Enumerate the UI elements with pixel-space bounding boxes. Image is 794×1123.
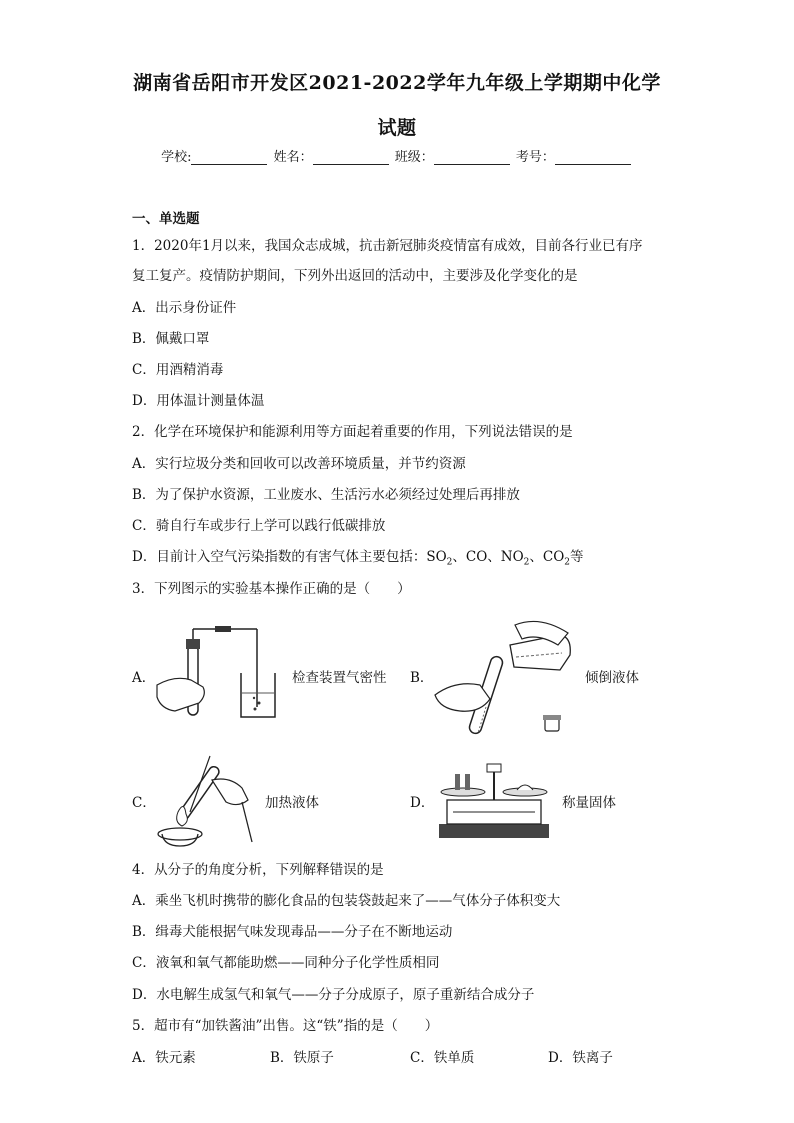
number-blank[interactable] xyxy=(555,150,631,165)
number-label: 考号： xyxy=(515,150,555,165)
q5-option-d: D．铁离子 xyxy=(548,1050,613,1066)
student-info-row xyxy=(0,146,794,165)
q1-option-d: D．用体温计测量体温 xyxy=(132,393,265,409)
q2-d-text2: 、CO、NO xyxy=(452,549,524,565)
q1-option-a: A．出示身份证件 xyxy=(132,300,237,316)
q4-stem: 4．从分子的角度分析，下列解释错误的是 xyxy=(132,862,384,878)
q2-option-b: B．为了保护水资源，工业废水、生活污水必须经过处理后再排放 xyxy=(132,487,520,503)
q3-a-label: 检查装置气密性 xyxy=(292,670,387,686)
q4-option-c: C．液氧和氧气都能助燃——同种分子化学性质相同 xyxy=(132,955,440,971)
school-blank[interactable] xyxy=(191,150,267,165)
q2-stem: 2．化学在环境保护和能源利用等方面起着重要的作用，下列说法错误的是 xyxy=(132,424,573,440)
q2-d-text4: 等 xyxy=(570,549,584,565)
q1-option-c: C．用酒精消毒 xyxy=(132,362,224,378)
q4-option-a: A．乘坐飞机时携带的膨化食品的包装袋鼓起来了——气体分子体积变大 xyxy=(132,893,561,909)
q5-option-c: C．铁单质 xyxy=(410,1050,475,1066)
q1-stem-line2: 复工复产。疫情防护期间，下列外出返回的活动中，主要涉及化学变化的是 xyxy=(132,268,578,284)
page-title-line2: 试题 xyxy=(377,117,417,139)
name-label: 姓名： xyxy=(273,150,313,165)
q2-d-sub3: 2 xyxy=(564,557,571,568)
q4-option-b: B．缉毒犬能根据气味发现毒品——分子在不断地运动 xyxy=(132,924,453,940)
q2-option-d xyxy=(132,545,584,568)
q2-d-text3: 、CO xyxy=(529,549,565,565)
balance-scale-figure xyxy=(433,762,555,842)
q2-d-sub2: 2 xyxy=(523,557,530,568)
q5-stem: 5．超市有“加铁酱油”出售。这“铁”指的是（ ） xyxy=(132,1018,439,1034)
q3-stem: 3．下列图示的实验基本操作正确的是（ ） xyxy=(132,581,411,597)
page-title-line1: 湖南省岳阳市开发区2021-2022学年九年级上学期期中化学 xyxy=(133,72,661,94)
q5-option-b: B．铁原子 xyxy=(270,1050,334,1066)
section-heading: 一、单选题 xyxy=(132,211,200,227)
q1-stem-line1: 1．2020年1月以来，我国众志成城，抗击新冠肺炎疫情富有成效，目前各行业已有序 xyxy=(132,238,643,254)
airtightness-check-figure xyxy=(155,625,280,720)
name-blank[interactable] xyxy=(313,150,389,165)
heating-liquid-figure xyxy=(150,752,265,847)
q3-c-letter: C． xyxy=(132,795,156,811)
pouring-liquid-figure xyxy=(430,615,580,740)
q1-option-b: B．佩戴口罩 xyxy=(132,331,210,347)
q5-option-a: A．铁元素 xyxy=(132,1050,196,1066)
q2-d-text1: D．目前计入空气污染指数的有害气体主要包括：SO xyxy=(132,549,447,565)
q3-b-letter: B． xyxy=(410,670,434,686)
class-blank[interactable] xyxy=(434,150,510,165)
class-label: 班级： xyxy=(394,150,434,165)
q3-c-label: 加热液体 xyxy=(265,795,319,811)
q2-option-a: A．实行垃圾分类和回收可以改善环境质量，并节约资源 xyxy=(132,456,466,472)
q2-d-sub1: 2 xyxy=(446,557,453,568)
q3-a-letter: A． xyxy=(132,670,156,686)
q3-d-letter: D． xyxy=(410,795,435,811)
q4-option-d: D．水电解生成氢气和氧气——分子分成原子，原子重新结合成分子 xyxy=(132,987,535,1003)
q3-d-label: 称量固体 xyxy=(562,795,616,811)
q2-option-c: C．骑自行车或步行上学可以践行低碳排放 xyxy=(132,518,386,534)
q3-b-label: 倾倒液体 xyxy=(585,670,639,686)
school-label: 学校: xyxy=(161,150,192,165)
